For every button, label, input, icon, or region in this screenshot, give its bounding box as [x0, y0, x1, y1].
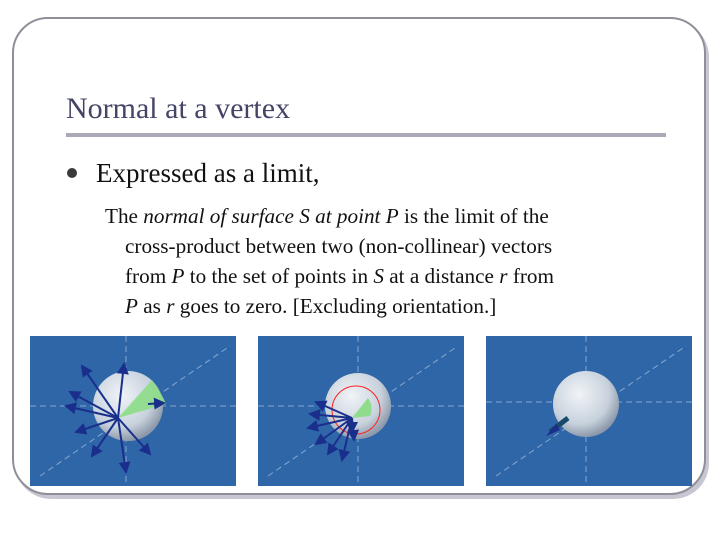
definition-line-3: from P to the set of points in S at a distance r from	[125, 264, 554, 288]
sphere-figure-1	[30, 336, 236, 486]
figure-panel-small-wedge	[258, 336, 464, 486]
sphere-figure-3	[486, 336, 692, 486]
figure-panel-single-normal	[486, 336, 692, 486]
definition-line-4: P as r goes to zero. [Excluding orientation.]	[125, 294, 497, 318]
sphere-shape	[553, 371, 619, 437]
bullet-text: Expressed as a limit,	[96, 158, 320, 188]
sphere-figure-2	[258, 336, 464, 486]
definition-paragraph	[105, 201, 675, 321]
figure-panel-large-wedge	[30, 336, 236, 486]
slide-title: Normal at a vertex	[66, 92, 291, 125]
definition-line-2: cross-product between two (non-collinear) vectors	[125, 234, 553, 258]
title-divider	[66, 133, 666, 137]
bullet-icon	[67, 168, 77, 178]
definition-line-1: The normal of surface S at point P is the limit of the	[105, 204, 549, 228]
sphere-shape	[325, 373, 391, 439]
